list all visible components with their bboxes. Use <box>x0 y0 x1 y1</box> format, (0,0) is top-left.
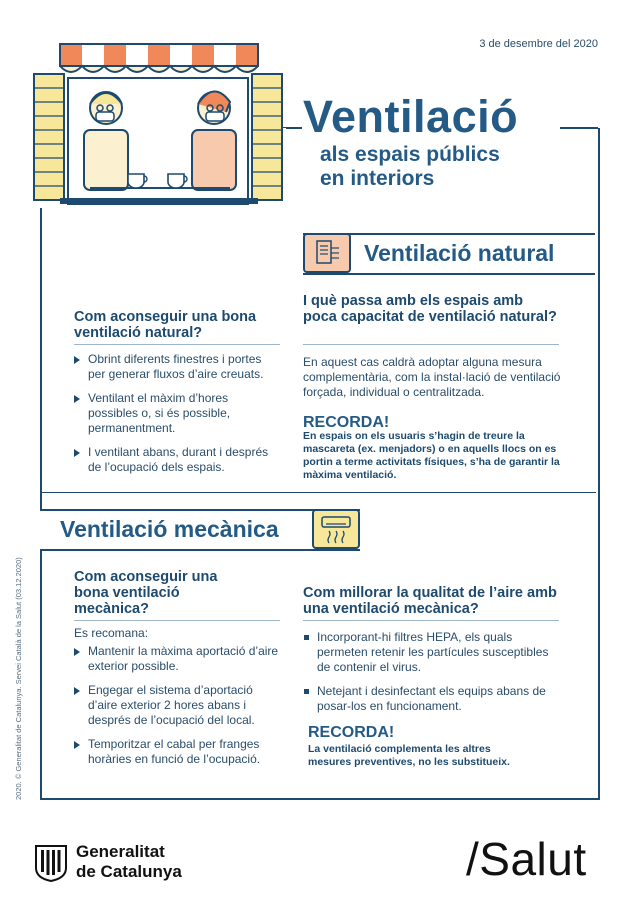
list-item: Mantenir la màxima aportació d’aire exterior possible. <box>74 644 280 674</box>
left-shutter <box>34 74 64 200</box>
mecanica-recorda-label: RECORDA! <box>308 724 395 741</box>
natural-left-rule <box>74 344 280 345</box>
date-label: 3 de desembre del 2020 <box>479 38 598 50</box>
air-conditioner-icon <box>312 509 360 549</box>
mecanica-heading: Ventilació mecànica <box>60 516 279 542</box>
list-item: I ventilant abans, durant i després de l’ocupació dels espais. <box>74 445 280 475</box>
awning <box>60 44 258 72</box>
section-divider <box>40 492 596 493</box>
mecanica-left-title: Com aconseguir una bona ventilació mecànica? <box>74 569 218 617</box>
page-title: Ventilació <box>303 91 519 142</box>
mecanica-bullet-list <box>74 644 280 776</box>
salut-wordmark: /Salut <box>466 833 587 885</box>
list-item: Incorporant-hi filtres HEPA, els quals permeten retenir les partícules susceptibles de contenir el virus. <box>303 630 565 675</box>
page-subtitle <box>320 143 500 191</box>
frame-top-right <box>560 127 598 129</box>
side-credit: 2020. © Generalitat de Catalunya. Servei Català de la Salut (03.12.2020) <box>14 557 23 800</box>
air-conditioner-glyph <box>314 511 358 547</box>
list-item: Engegar el sistema d’aportació d’aire exterior 2 hores abans i després de l’ocupació del local. <box>74 683 280 728</box>
person-right <box>192 91 236 190</box>
generalitat-wordmark <box>76 842 182 882</box>
mecanica-left-rule <box>74 620 280 621</box>
natural-bullet-list <box>74 352 280 484</box>
mecanica-intro: Es recomana: <box>74 626 149 640</box>
natural-recorda-text: En espais on els usuaris s’hagin de treure la mascareta (ex. menjadors) o en aquells llocs on es portin a terme activitats físiques, s’ha de garantir la màxima ventilació. <box>303 430 560 481</box>
document-icon-glyph <box>305 235 349 271</box>
generalitat-line-2: de Catalunya <box>76 862 182 881</box>
list-item: Obrint diferents finestres i portes per generar fluxos d’aire creuats. <box>74 352 280 382</box>
generalitat-logo-icon <box>34 842 68 882</box>
generalitat-line-1: Generalitat <box>76 842 165 861</box>
mecanica-right-rule <box>303 620 559 621</box>
window-illustration <box>30 38 288 210</box>
mecanica-right-bullet-list <box>303 630 565 723</box>
list-item: Temporitzar el cabal per franges horàries en funció de l’ocupació. <box>74 737 280 767</box>
person-left <box>84 92 128 190</box>
natural-right-text: En aquest cas caldrà adoptar alguna mesura complementària, com la instal·lació de ventilació forçada, individual o centralitzada. <box>303 355 561 399</box>
mecanica-recorda-text: La ventilació complementa les altres mesures preventives, no les substitueix. <box>308 743 510 768</box>
document-icon <box>303 233 351 273</box>
right-shutter <box>252 74 282 200</box>
list-item: Ventilant el màxim d’hores possibles o, si és possible, permanentment. <box>74 391 280 436</box>
mecanica-right-title: Com millorar la qualitat de l’aire amb una ventilació mecànica? <box>303 585 557 617</box>
natural-heading: Ventilació natural <box>364 240 555 266</box>
list-item: Netejant i desinfectant els equips abans de posar-los en funcionament. <box>303 684 565 714</box>
subtitle-line-1: als espais públics <box>320 143 500 166</box>
natural-recorda-label: RECORDA! <box>303 414 390 431</box>
natural-right-rule <box>303 344 559 345</box>
subtitle-line-2: en interiors <box>320 167 435 190</box>
natural-right-title: I què passa amb els espais amb poca capacitat de ventilació natural? <box>303 293 557 325</box>
natural-left-title: Com aconseguir una bona ventilació natural? <box>74 309 257 341</box>
